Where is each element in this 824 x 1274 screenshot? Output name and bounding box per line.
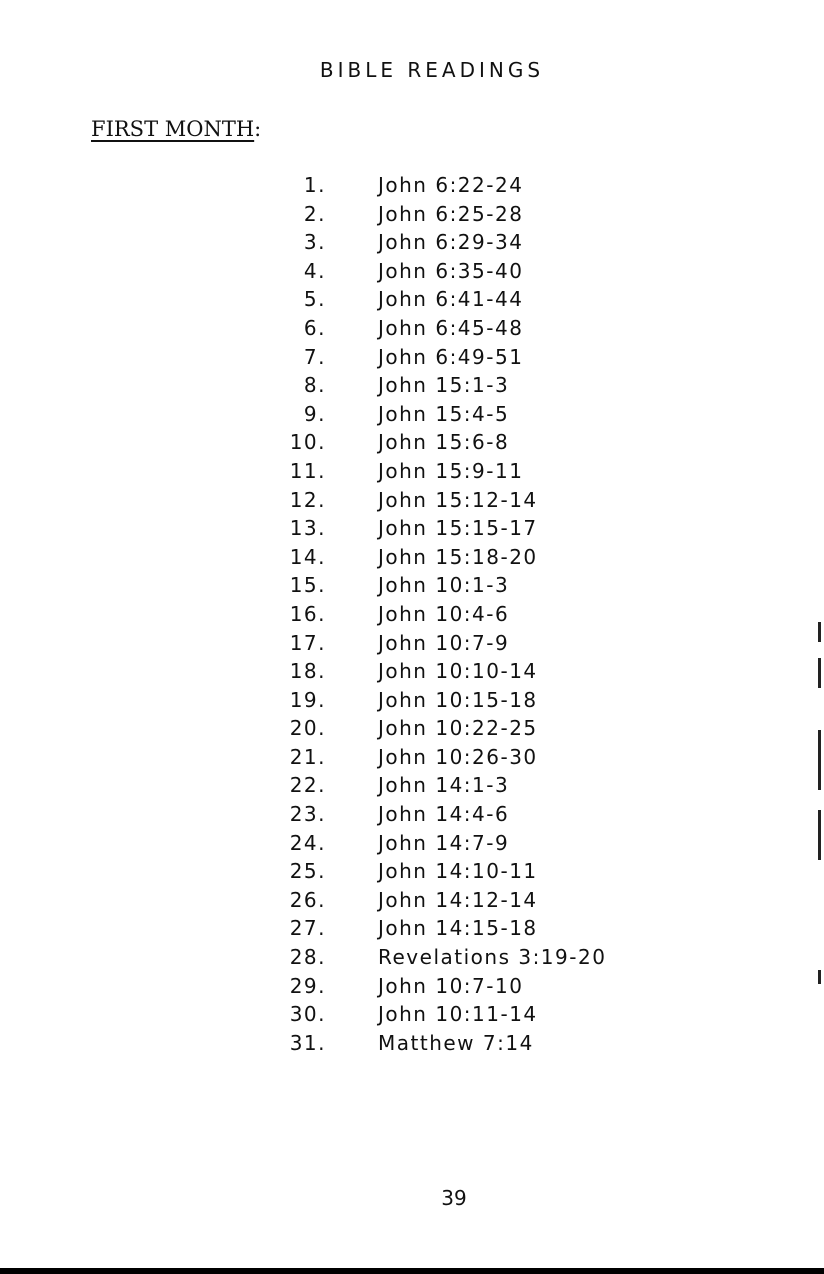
page-title: BIBLE READINGS — [319, 58, 545, 82]
scripture-passage: John 15:18-20 — [378, 544, 538, 569]
day-number: 8. — [303, 373, 326, 398]
reading-row — [0, 543, 824, 572]
scripture-passage: John 10:11-14 — [378, 1002, 538, 1027]
scripture-passage: John 14:4-6 — [378, 802, 510, 827]
scripture-passage: John 15:4-5 — [378, 401, 510, 426]
reading-row — [0, 800, 824, 829]
day-number: 6. — [303, 315, 326, 340]
section-heading — [91, 117, 261, 141]
scripture-passage: John 6:49-51 — [378, 344, 524, 369]
scripture-passage: John 10:1-3 — [378, 573, 510, 598]
scripture-passage: John 6:35-40 — [378, 258, 524, 283]
section-heading-text: FIRST MONTH — [91, 117, 255, 141]
reading-row — [0, 571, 824, 600]
reading-row — [0, 771, 824, 800]
scripture-passage: John 6:29-34 — [378, 230, 524, 255]
day-number: 28. — [289, 945, 326, 970]
reading-row — [0, 1000, 824, 1029]
reading-row — [0, 600, 824, 629]
scripture-passage: John 10:22-25 — [378, 716, 538, 741]
day-number: 21. — [289, 744, 326, 769]
reading-row — [0, 171, 824, 200]
day-number: 23. — [289, 802, 326, 827]
scripture-passage: John 15:12-14 — [378, 487, 538, 512]
day-number: 18. — [289, 659, 326, 684]
bottom-rule — [0, 1268, 824, 1274]
reading-row — [0, 428, 824, 457]
day-number: 27. — [289, 916, 326, 941]
reading-row — [0, 257, 824, 286]
scripture-passage: John 10:26-30 — [378, 744, 538, 769]
day-number: 4. — [303, 258, 326, 283]
scan-edge-mark — [818, 622, 821, 642]
scan-edge-mark — [818, 970, 821, 984]
reading-row — [0, 743, 824, 772]
scripture-passage: John 6:22-24 — [378, 173, 524, 197]
scripture-passage: John 14:10-11 — [378, 859, 538, 884]
day-number: 2. — [303, 201, 326, 226]
page-number: 39 — [441, 1186, 467, 1210]
reading-row — [0, 829, 824, 858]
scripture-passage: John 10:4-6 — [378, 601, 510, 626]
day-number: 10. — [289, 430, 326, 455]
reading-row — [0, 228, 824, 257]
day-number: 31. — [289, 1030, 326, 1055]
scripture-passage: Matthew 7:14 — [378, 1030, 534, 1055]
day-number: 20. — [289, 716, 326, 741]
day-number: 11. — [289, 458, 326, 483]
reading-row — [0, 486, 824, 515]
reading-row — [0, 943, 824, 972]
reading-row — [0, 514, 824, 543]
reading-list — [0, 171, 824, 1057]
day-number: 14. — [289, 544, 326, 569]
scripture-passage: John 14:12-14 — [378, 887, 538, 912]
scripture-passage: John 10:7-10 — [378, 973, 524, 998]
reading-row — [0, 857, 824, 886]
reading-row — [0, 200, 824, 229]
reading-row — [0, 886, 824, 915]
scripture-passage: Revelations 3:19-20 — [378, 945, 607, 970]
day-number: 13. — [289, 516, 326, 541]
scripture-passage: John 10:10-14 — [378, 659, 538, 684]
reading-row — [0, 714, 824, 743]
scripture-passage: John 10:7-9 — [378, 630, 510, 655]
day-number: 7. — [303, 344, 326, 369]
day-number: 16. — [289, 601, 326, 626]
scripture-passage: John 15:1-3 — [378, 373, 510, 398]
section-heading-colon: : — [254, 117, 262, 141]
reading-row — [0, 914, 824, 943]
scan-edge-mark — [818, 730, 821, 790]
scripture-passage: John 14:7-9 — [378, 830, 510, 855]
scripture-passage: John 15:15-17 — [378, 516, 538, 541]
reading-row — [0, 457, 824, 486]
day-number: 24. — [289, 830, 326, 855]
scripture-passage: John 6:41-44 — [378, 287, 524, 312]
day-number: 19. — [289, 687, 326, 712]
reading-row — [0, 972, 824, 1001]
scripture-passage: John 14:1-3 — [378, 773, 510, 798]
day-number: 5. — [303, 287, 326, 312]
reading-row — [0, 1029, 824, 1058]
scripture-passage: John 6:25-28 — [378, 201, 524, 226]
reading-row — [0, 629, 824, 658]
scripture-passage: John 10:15-18 — [378, 687, 538, 712]
reading-row — [0, 371, 824, 400]
scripture-passage: John 6:45-48 — [378, 315, 524, 340]
reading-row — [0, 400, 824, 429]
day-number: 30. — [289, 1002, 326, 1027]
day-number: 9. — [303, 401, 326, 426]
day-number: 15. — [289, 573, 326, 598]
day-number: 29. — [289, 973, 326, 998]
reading-row — [0, 657, 824, 686]
day-number: 26. — [289, 887, 326, 912]
day-number: 1. — [303, 173, 326, 197]
day-number: 12. — [289, 487, 326, 512]
scripture-passage: John 14:15-18 — [378, 916, 538, 941]
scan-edge-mark — [818, 810, 821, 860]
day-number: 22. — [289, 773, 326, 798]
reading-row — [0, 686, 824, 715]
day-number: 25. — [289, 859, 326, 884]
scan-edge-mark — [818, 658, 821, 688]
reading-row — [0, 343, 824, 372]
day-number: 3. — [303, 230, 326, 255]
reading-row — [0, 285, 824, 314]
scripture-passage: John 15:9-11 — [378, 458, 524, 483]
reading-row — [0, 314, 824, 343]
day-number: 17. — [289, 630, 326, 655]
scripture-passage: John 15:6-8 — [378, 430, 510, 455]
